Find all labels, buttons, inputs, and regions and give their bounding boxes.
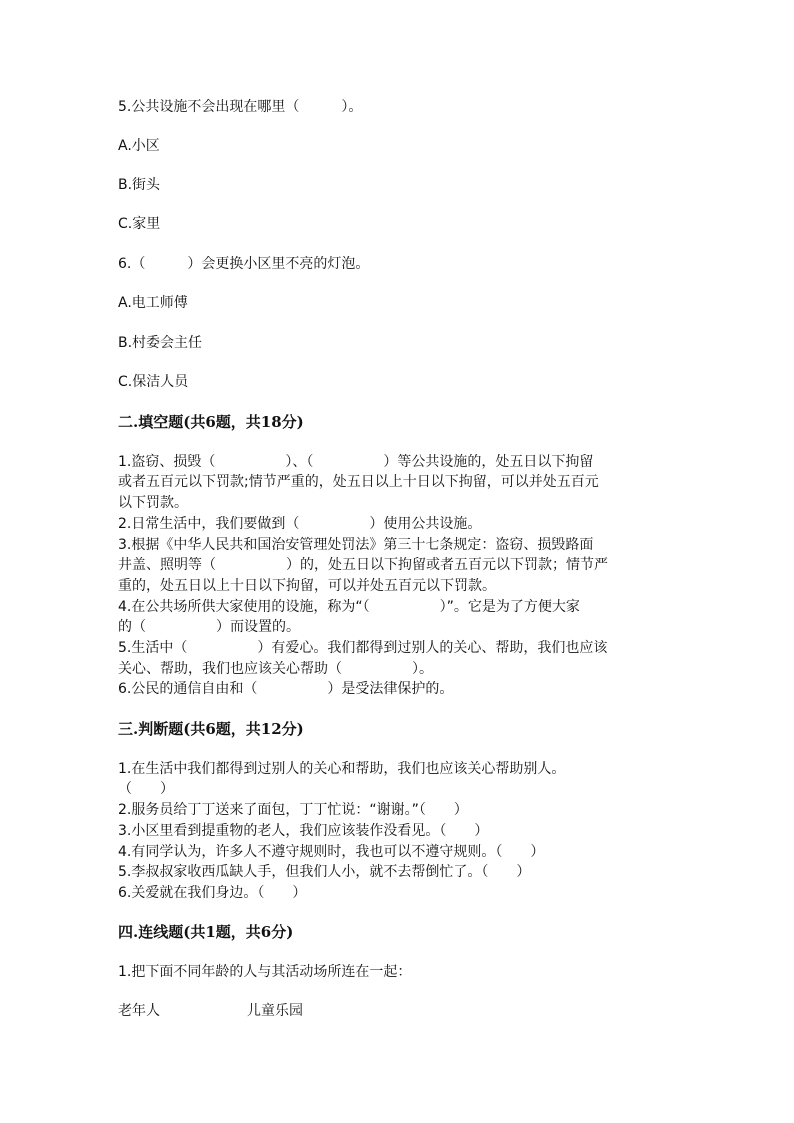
- judge-line: （ ）: [118, 781, 174, 797]
- fill-line: 1.盗窃、损毁（ ）、（ ）等公共设施的，处五日以下拘留: [118, 454, 594, 470]
- question-6-option-b: B.村委会主任: [118, 335, 203, 351]
- fill-line: 重的，处五日以上十日以下拘留，可以并处五百元以下罚款。: [118, 578, 496, 594]
- fill-line: 3.根据《中华人民共和国治安管理处罚法》第三十七条规定：盗窃、损毁路面: [118, 537, 594, 553]
- fill-line: 或者五百元以下罚款;情节严重的，处五日以上十日以下拘留，可以并处五百元: [118, 474, 599, 490]
- matching-left-item: 老年人: [118, 1003, 160, 1019]
- question-6-stem: 6.（ ）会更换小区里不亮的灯泡。: [118, 256, 370, 272]
- question-5-option-b: B.街头: [118, 177, 161, 193]
- fill-line: 的（ ）而设置的。: [118, 619, 300, 635]
- fill-line: 2.日常生活中，我们要做到（ ）使用公共设施。: [118, 516, 482, 532]
- section-4-title: 四.连线题(共1题，共6分): [118, 923, 294, 941]
- fill-line: 4.在公共场所供大家使用的设施，称为“（ ）”。它是为了方便大家: [118, 599, 580, 615]
- fill-line: 以下罚款。: [118, 495, 188, 511]
- judge-line: 4.有同学认为，许多人不遵守规则时，我也可以不遵守规则。（ ）: [118, 844, 545, 860]
- judge-line: 1.在生活中我们都得到过别人的关心和帮助，我们也应该关心帮助别人。: [118, 761, 566, 777]
- matching-right-item: 儿童乐园: [247, 1003, 303, 1019]
- question-5-stem: 5.公共设施不会出现在哪里（ ）。: [118, 99, 363, 115]
- question-6-option-a: A.电工师傅: [118, 295, 188, 311]
- fill-line: 6.公民的通信自由和（ ）是受法律保护的。: [118, 681, 454, 697]
- fill-line: 5.生活中（ ）有爱心。我们都得到过别人的关心、帮助，我们也应该: [118, 640, 608, 656]
- question-6-option-c: C.保洁人员: [118, 374, 189, 390]
- question-5-option-a: A.小区: [118, 138, 160, 154]
- section-2-title: 二.填空题(共6题，共18分): [118, 413, 304, 431]
- fill-line: 关心、帮助，我们也应该关心帮助（ ）。: [118, 661, 433, 677]
- judge-line: 3.小区里看到提重物的老人，我们应该装作没看见。（ ）: [118, 823, 489, 839]
- judge-line: 6.关爱就在我们身边。（ ）: [118, 885, 307, 901]
- fill-line: 井盖、照明等（ ）的，处五日以下拘留或者五百元以下罚款；情节严: [118, 557, 608, 573]
- judge-line: 5.李叔叔家收西瓜缺人手，但我们人小，就不去帮倒忙了。（ ）: [118, 864, 531, 880]
- judge-line: 2.服务员给丁丁送来了面包，丁丁忙说：“谢谢。”（ ）: [118, 802, 468, 818]
- question-5-option-c: C.家里: [118, 216, 161, 232]
- matching-question-1: 1.把下面不同年龄的人与其活动场所连在一起：: [118, 964, 412, 980]
- section-3-title: 三.判断题(共6题，共12分): [118, 720, 304, 738]
